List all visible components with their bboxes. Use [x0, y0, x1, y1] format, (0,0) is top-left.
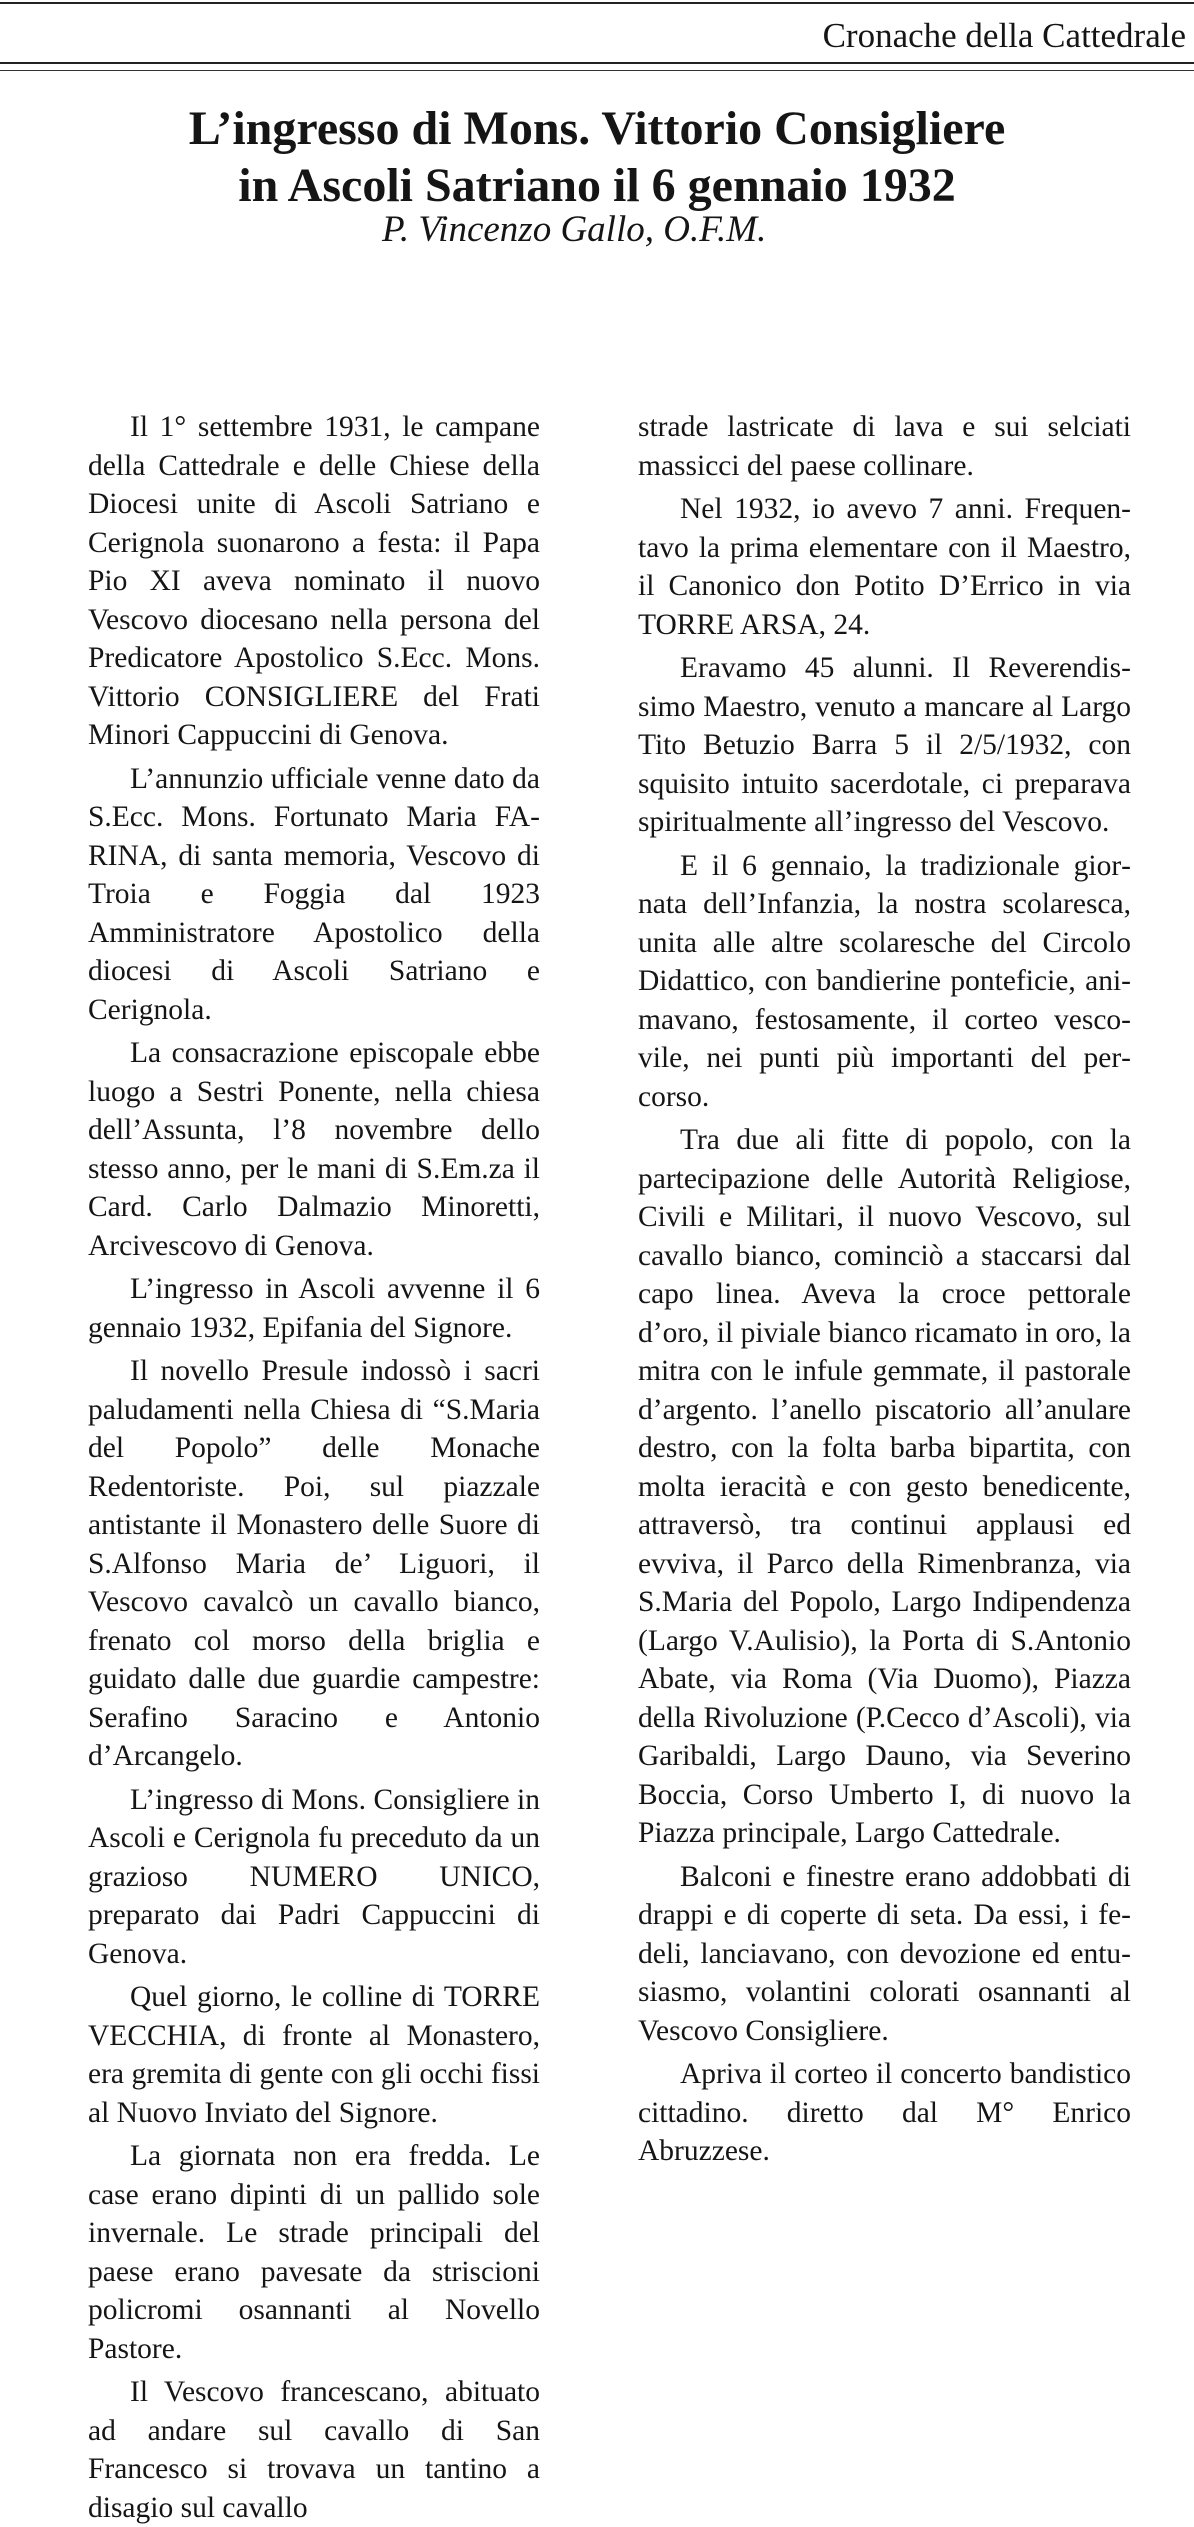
header-rule-thick	[0, 62, 1194, 64]
paragraph: La giornata non era fredda. Le case erano dipinti di un pallido sole invernale. Le strade principali del paese erano pavesate da striscioni policromi osannanti al Novello Pastore.	[88, 2140, 540, 2365]
right-column	[638, 408, 1131, 2171]
paragraph: Il Vescovo francescano, abituato ad andare sul cavallo di San Francesco si trovava un tantino a disagio sul cavallo	[88, 2376, 540, 2524]
paragraph: Nel 1932, io avevo 7 anni. Frequentavo la prima elementare con il Maestro, il Canonico don Potito D’Errico in via TORRE ARSA, 24.	[638, 493, 1131, 641]
left-column	[88, 408, 540, 2527]
paragraph: Tra due ali fitte di popolo, con la partecipazione delle Autorità Religiose, Civili e Militari, il nuovo Vescovo, sul cavallo bianco, cominciò a staccarsi dal capo linea. Aveva la croce pettorale d’oro, il piviale bianco ricamato in oro, la mitra con le infule gemmate, il pastorale d’argento. l’anello piscatorio all’anulare destro, con la folta barba bipartita, con molta ieracità e con gesto benedicente, attraversò, tra continui applausi ed evviva, il Parco della Rimenbranza, via S.Maria del Popolo, Largo Indipendenza (Largo V.Aulisio), la Porta di S.Antonio Abate, via Roma (Via Duomo), Piazza della Rivoluzione (P.Cecco d’Ascoli), via Garibaldi, Largo Dauno, via Severino Boccia, Corso Umberto I, di nuovo la Piazza principale, Largo Cattedrale.	[638, 1124, 1131, 1849]
header-rule-thin	[0, 70, 1194, 71]
section-label: Cronache della Cattedrale	[822, 16, 1186, 55]
paragraph: Quel giorno, le colline di TORRE VECCHIA, di fronte al Monastero, era gremita di gente con gli occhi fissi al Nuovo Inviato del Signore.	[88, 1981, 540, 2129]
paragraph: La consacrazione episcopale ebbe luogo a Sestri Ponente, nella chiesa dell’Assunta, l’8 novembre dello stesso anno, per le mani di S.Em.za il Card. Carlo Dalmazio Minoretti, Arcivescovo di Genova.	[88, 1037, 540, 1262]
paragraph: L’annunzio ufficiale venne dato da S.Ecc. Mons. Fortunato Maria FARINA, di santa memoria, Vescovo di Troia e Foggia dal 1923 Amministratore Apostolico della diocesi di Ascoli Satriano e Cerignola.	[88, 762, 540, 1026]
paragraph: Il 1° settembre 1931, le campane della Cattedrale e delle Chiese della Diocesi unite di Ascoli Satriano e Cerignola suonarono a festa: il Papa Pio XI aveva nominato il nuovo Vescovo diocesano nella persona del Predicatore Apostolico S.Ecc. Mons. Vittorio CONSIGLIERE del Frati Minori Cappuccini di Genova.	[88, 411, 540, 751]
title-line-2: in Ascoli Satriano il 6 gennaio 1932	[238, 159, 956, 212]
paragraph: L’ingresso in Ascoli avvenne il 6 gennaio 1932, Epifania del Signore.	[88, 1273, 540, 1344]
article-title	[0, 100, 1194, 214]
paragraph: Balconi e finestre erano addobbati di drappi e di coperte di seta. Da essi, i fedeli, lanciavano, con devozione ed entusiasmo, volantini colorati osannanti al Vescovo Consigliere.	[638, 1860, 1131, 2047]
paragraph-continuation: strade lastricate di lava e sui selciati massicci del paese collinare.	[638, 411, 1131, 482]
paragraph: L’ingresso di Mons. Consigliere in Ascoli e Cerignola fu preceduto da un grazioso NUMERO UNICO, preparato dai Padri Cappuccini di Genova.	[88, 1783, 540, 1970]
title-line-1: L’ingresso di Mons. Vittorio Consigliere	[188, 102, 1006, 155]
paragraph: Il novello Presule indossò i sacri paludamenti nella Chiesa di “S.Maria del Popolo” delle Monache Redentoriste. Poi, sul piazzale antistante il Monastero delle Suore di S.Alfonso Maria de’ Liguori, il Vescovo cavalcò un cavallo bianco, frenato col morso della briglia e guidato dalle due guardie campestre: Serafino Saracino e Antonio d’Arcangelo.	[88, 1355, 540, 1772]
paragraph: E il 6 gennaio, la tradizionale giornata dell’Infanzia, la nostra scolaresca, unita alle altre scolaresche del Circolo Didattico, con bandierine ponteficie, animavano, festosamente, il corteo vescovile, nei punti più importanti del percorso.	[638, 849, 1131, 1113]
author-byline: P. Vincenzo Gallo, O.F.M.	[382, 209, 767, 250]
paragraph: Apriva il corteo il concerto bandistico cittadino. diretto dal M° Enrico Abruzzese.	[638, 2058, 1131, 2167]
paragraph: Eravamo 45 alunni. Il Reverendissimo Maestro, venuto a mancare al Largo Tito Betuzio Barra 5 il 2/5/1932, con squisito intuito sacerdotale, ci preparava spiritualmente all’ingresso del Vescovo.	[638, 652, 1131, 838]
header-top-rule	[0, 2, 1194, 4]
